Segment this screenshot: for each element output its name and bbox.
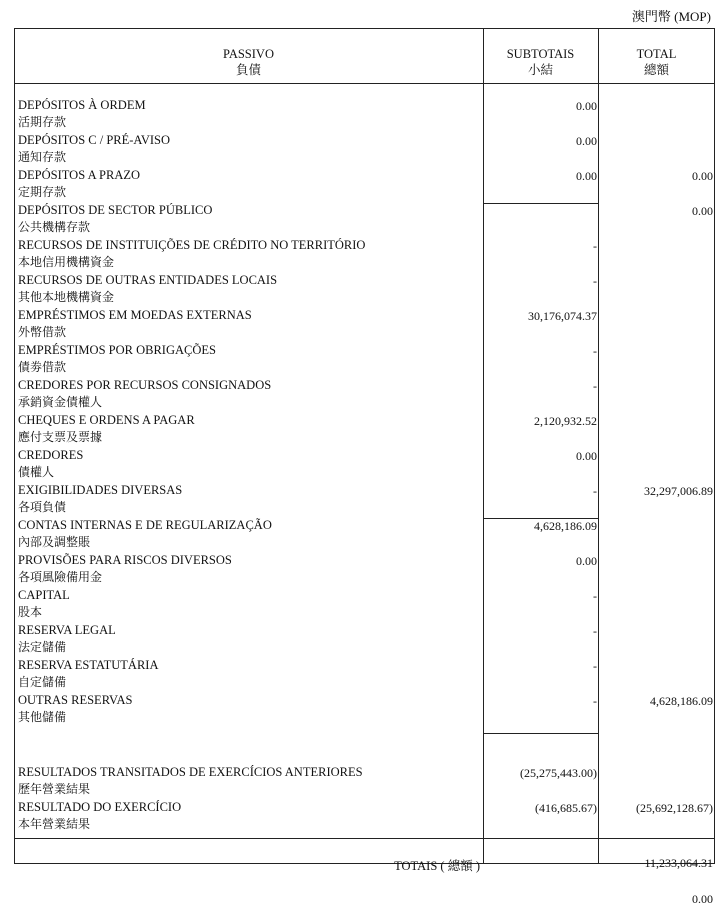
row-label-cn: 各項負債 [18,500,67,514]
row-label: DEPÓSITOS C / PRÉ-AVISO [18,133,171,147]
row-label-cn: 其他本地機構資金 [18,290,115,304]
row-subtotal: - [593,344,597,358]
header-separator [14,83,715,84]
row-subtotal: - [593,624,597,638]
currency-label: 澳門幣 (MOP) [631,9,711,24]
row-subtotal: 0.00 [576,99,597,113]
row-label: RESERVA ESTATUTÁRIA [18,658,159,672]
row-label: CREDORES [18,448,84,462]
row-subtotal: - [593,379,597,393]
row-subtotal: - [593,239,597,253]
row-label: EXIGIBILIDADES DIVERSAS [18,483,183,497]
row-label: CHEQUES E ORDENS A PAGAR [18,413,195,427]
row-label-cn: 內部及調整賬 [18,535,91,549]
row-label: OUTRAS RESERVAS [18,693,133,707]
row-label-cn: 通知存款 [18,150,67,164]
row-subtotal: (416,685.67) [535,801,597,815]
row-subtotal: 30,176,074.37 [528,309,597,323]
balance-sheet-frame [14,28,715,864]
row-label: RESULTADO DO EXERCÍCIO [18,800,182,814]
row-label-cn: 應付支票及票據 [18,430,103,444]
row-subtotal: - [593,659,597,673]
row-label-cn: 其他儲備 [18,710,67,724]
totals-value: 11,233,064.31 [644,856,713,870]
row-total: (25,692,128.67) [636,801,713,815]
row-label-cn: 股本 [18,605,43,619]
header-passivo: PASSIVO 負債 [223,47,274,77]
row-label-cn: 承銷資金債權人 [18,395,103,409]
row-label: DEPÓSITOS À ORDEM [18,98,146,112]
row-subtotal: 0.00 [576,554,597,568]
row-label-cn: 本地信用機構資金 [18,255,115,269]
row-label: DEPÓSITOS A PRAZO [18,168,141,182]
footer-value: 0.00 [692,892,713,906]
row-subtotal: 2,120,932.52 [534,414,597,428]
row-label-cn: 債權人 [18,465,55,479]
row-label: EMPRÉSTIMOS EM MOEDAS EXTERNAS [18,308,252,322]
group-line-1 [483,203,598,204]
row-label-cn: 自定儲備 [18,675,67,689]
row-label: DEPÓSITOS DE SECTOR PÚBLICO [18,203,213,217]
row-label-cn: 活期存款 [18,115,67,129]
row-subtotal: - [593,694,597,708]
row-subtotal: 0.00 [576,449,597,463]
row-label-cn: 外幣借款 [18,325,67,339]
row-label: CAPITAL [18,588,70,602]
row-label: CONTAS INTERNAS E DE REGULARIZAÇÃO [18,518,272,532]
row-total: 32,297,006.89 [644,484,713,498]
row-subtotal: - [593,589,597,603]
row-label: RESULTADOS TRANSITADOS DE EXERCÍCIOS ANTERIORES [18,765,363,779]
header-total: TOTAL 總額 [636,47,677,77]
row-subtotal: 0.00 [576,169,597,183]
row-label: RECURSOS DE OUTRAS ENTIDADES LOCAIS [18,273,278,287]
row-total: 4,628,186.09 [650,694,713,708]
column-divider-right [598,28,599,864]
row-label-cn: 債劵借款 [18,360,67,374]
row-subtotal: - [593,484,597,498]
row-total: 0.00 [692,204,713,218]
row-label: RECURSOS DE INSTITUIÇÕES DE CRÉDITO NO TERRITÓRIO [18,238,366,252]
row-subtotal: 4,628,186.09 [534,519,597,533]
row-label: EMPRÉSTIMOS POR OBRIGAÇÕES [18,343,216,357]
row-label: PROVISÕES PARA RISCOS DIVERSOS [18,553,232,567]
row-subtotal: - [593,274,597,288]
totals-label: TOTAIS ( 總額 ) [394,859,480,873]
row-label-cn: 各項風險備用金 [18,570,103,584]
row-label-cn: 本年營業結果 [18,817,91,831]
row-subtotal: (25,275,443.00) [520,766,597,780]
row-label-cn: 公共機構存款 [18,220,91,234]
row-subtotal: 0.00 [576,134,597,148]
column-divider-left [483,28,484,864]
totals-separator [14,838,715,839]
row-label: RESERVA LEGAL [18,623,116,637]
header-subtotais: SUBTOTAIS 小結 [506,47,575,77]
row-label-cn: 法定儲備 [18,640,67,654]
row-total: 0.00 [692,169,713,183]
group-line-3 [483,733,598,734]
row-label-cn: 定期存款 [18,185,67,199]
row-label-cn: 歷年營業結果 [18,782,91,796]
row-label: CREDORES POR RECURSOS CONSIGNADOS [18,378,272,392]
